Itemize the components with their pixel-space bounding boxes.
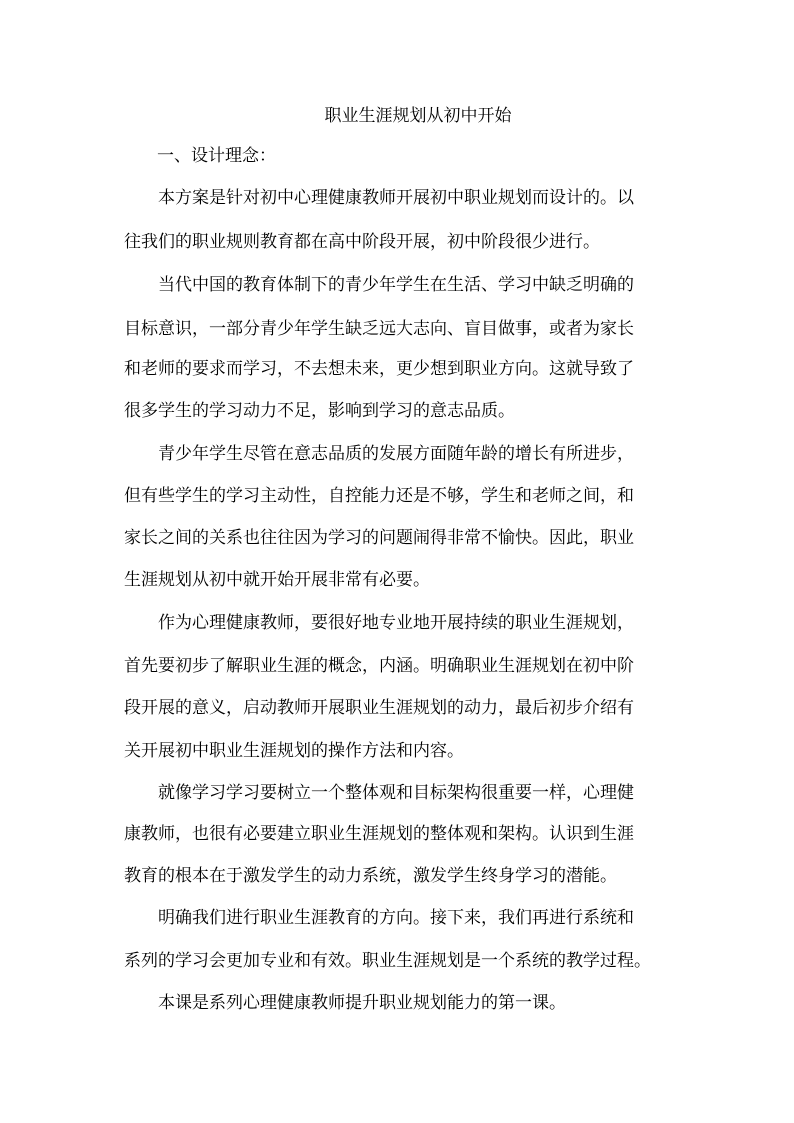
- paragraph-line: 系列的学习会更加专业和有效。职业生涯规划是一个系统的教学过程。: [124, 951, 651, 971]
- paragraph-line: 段开展的意义，启动教师开展职业生涯规划的动力，最后初步介绍有: [124, 698, 634, 718]
- paragraph-line: 作为心理健康教师，要很好地专业地开展持续的职业生涯规划，: [158, 613, 634, 633]
- document-title: 职业生涯规划从初中开始: [324, 106, 512, 126]
- paragraph-line: 往我们的职业规则教育都在高中阶段开展，初中阶段很少进行。: [124, 232, 600, 252]
- paragraph-line: 家长之间的关系也往往因为学习的问题闹得非常不愉快。因此，职业: [124, 528, 634, 548]
- paragraph-line: 明确我们进行职业生涯教育的方向。接下来，我们再进行系统和: [158, 908, 634, 928]
- paragraph-line: 但有些学生的学习主动性，自控能力还是不够，学生和老师之间，和: [124, 486, 634, 506]
- paragraph-line: 本课是系列心理健康教师提升职业规划能力的第一课。: [158, 993, 566, 1013]
- paragraph-line: 当代中国的教育体制下的青少年学生在生活、学习中缺乏明确的: [158, 275, 634, 295]
- paragraph-line: 目标意识，一部分青少年学生缺乏远大志向、盲目做事，或者为家长: [124, 319, 634, 339]
- paragraph-line: 就像学习学习要树立一个整体观和目标架构很重要一样，心理健: [158, 783, 634, 803]
- paragraph-line: 康教师，也很有必要建立职业生涯规划的整体观和架构。认识到生涯: [124, 824, 634, 844]
- paragraph-line: 和老师的要求而学习，不去想未来，更少想到职业方向。这就导致了: [124, 359, 634, 379]
- paragraph-line: 青少年学生尽管在意志品质的发展方面随年龄的增长有所进步，: [158, 444, 634, 464]
- section-heading: 一、设计理念：: [157, 146, 276, 166]
- paragraph-line: 本方案是针对初中心理健康教师开展初中职业规划而设计的。以: [158, 188, 634, 208]
- paragraph-line: 关开展初中职业生涯规划的操作方法和内容。: [124, 741, 464, 761]
- paragraph-line: 很多学生的学习动力不足，影响到学习的意志品质。: [124, 401, 515, 421]
- paragraph-line: 生涯规划从初中就开始开展非常有必要。: [124, 570, 430, 590]
- paragraph-line: 首先要初步了解职业生涯的概念，内涵。明确职业生涯规划在初中阶: [124, 656, 634, 676]
- paragraph-line: 教育的根本在于激发学生的动力系统，激发学生终身学习的潜能。: [124, 866, 617, 886]
